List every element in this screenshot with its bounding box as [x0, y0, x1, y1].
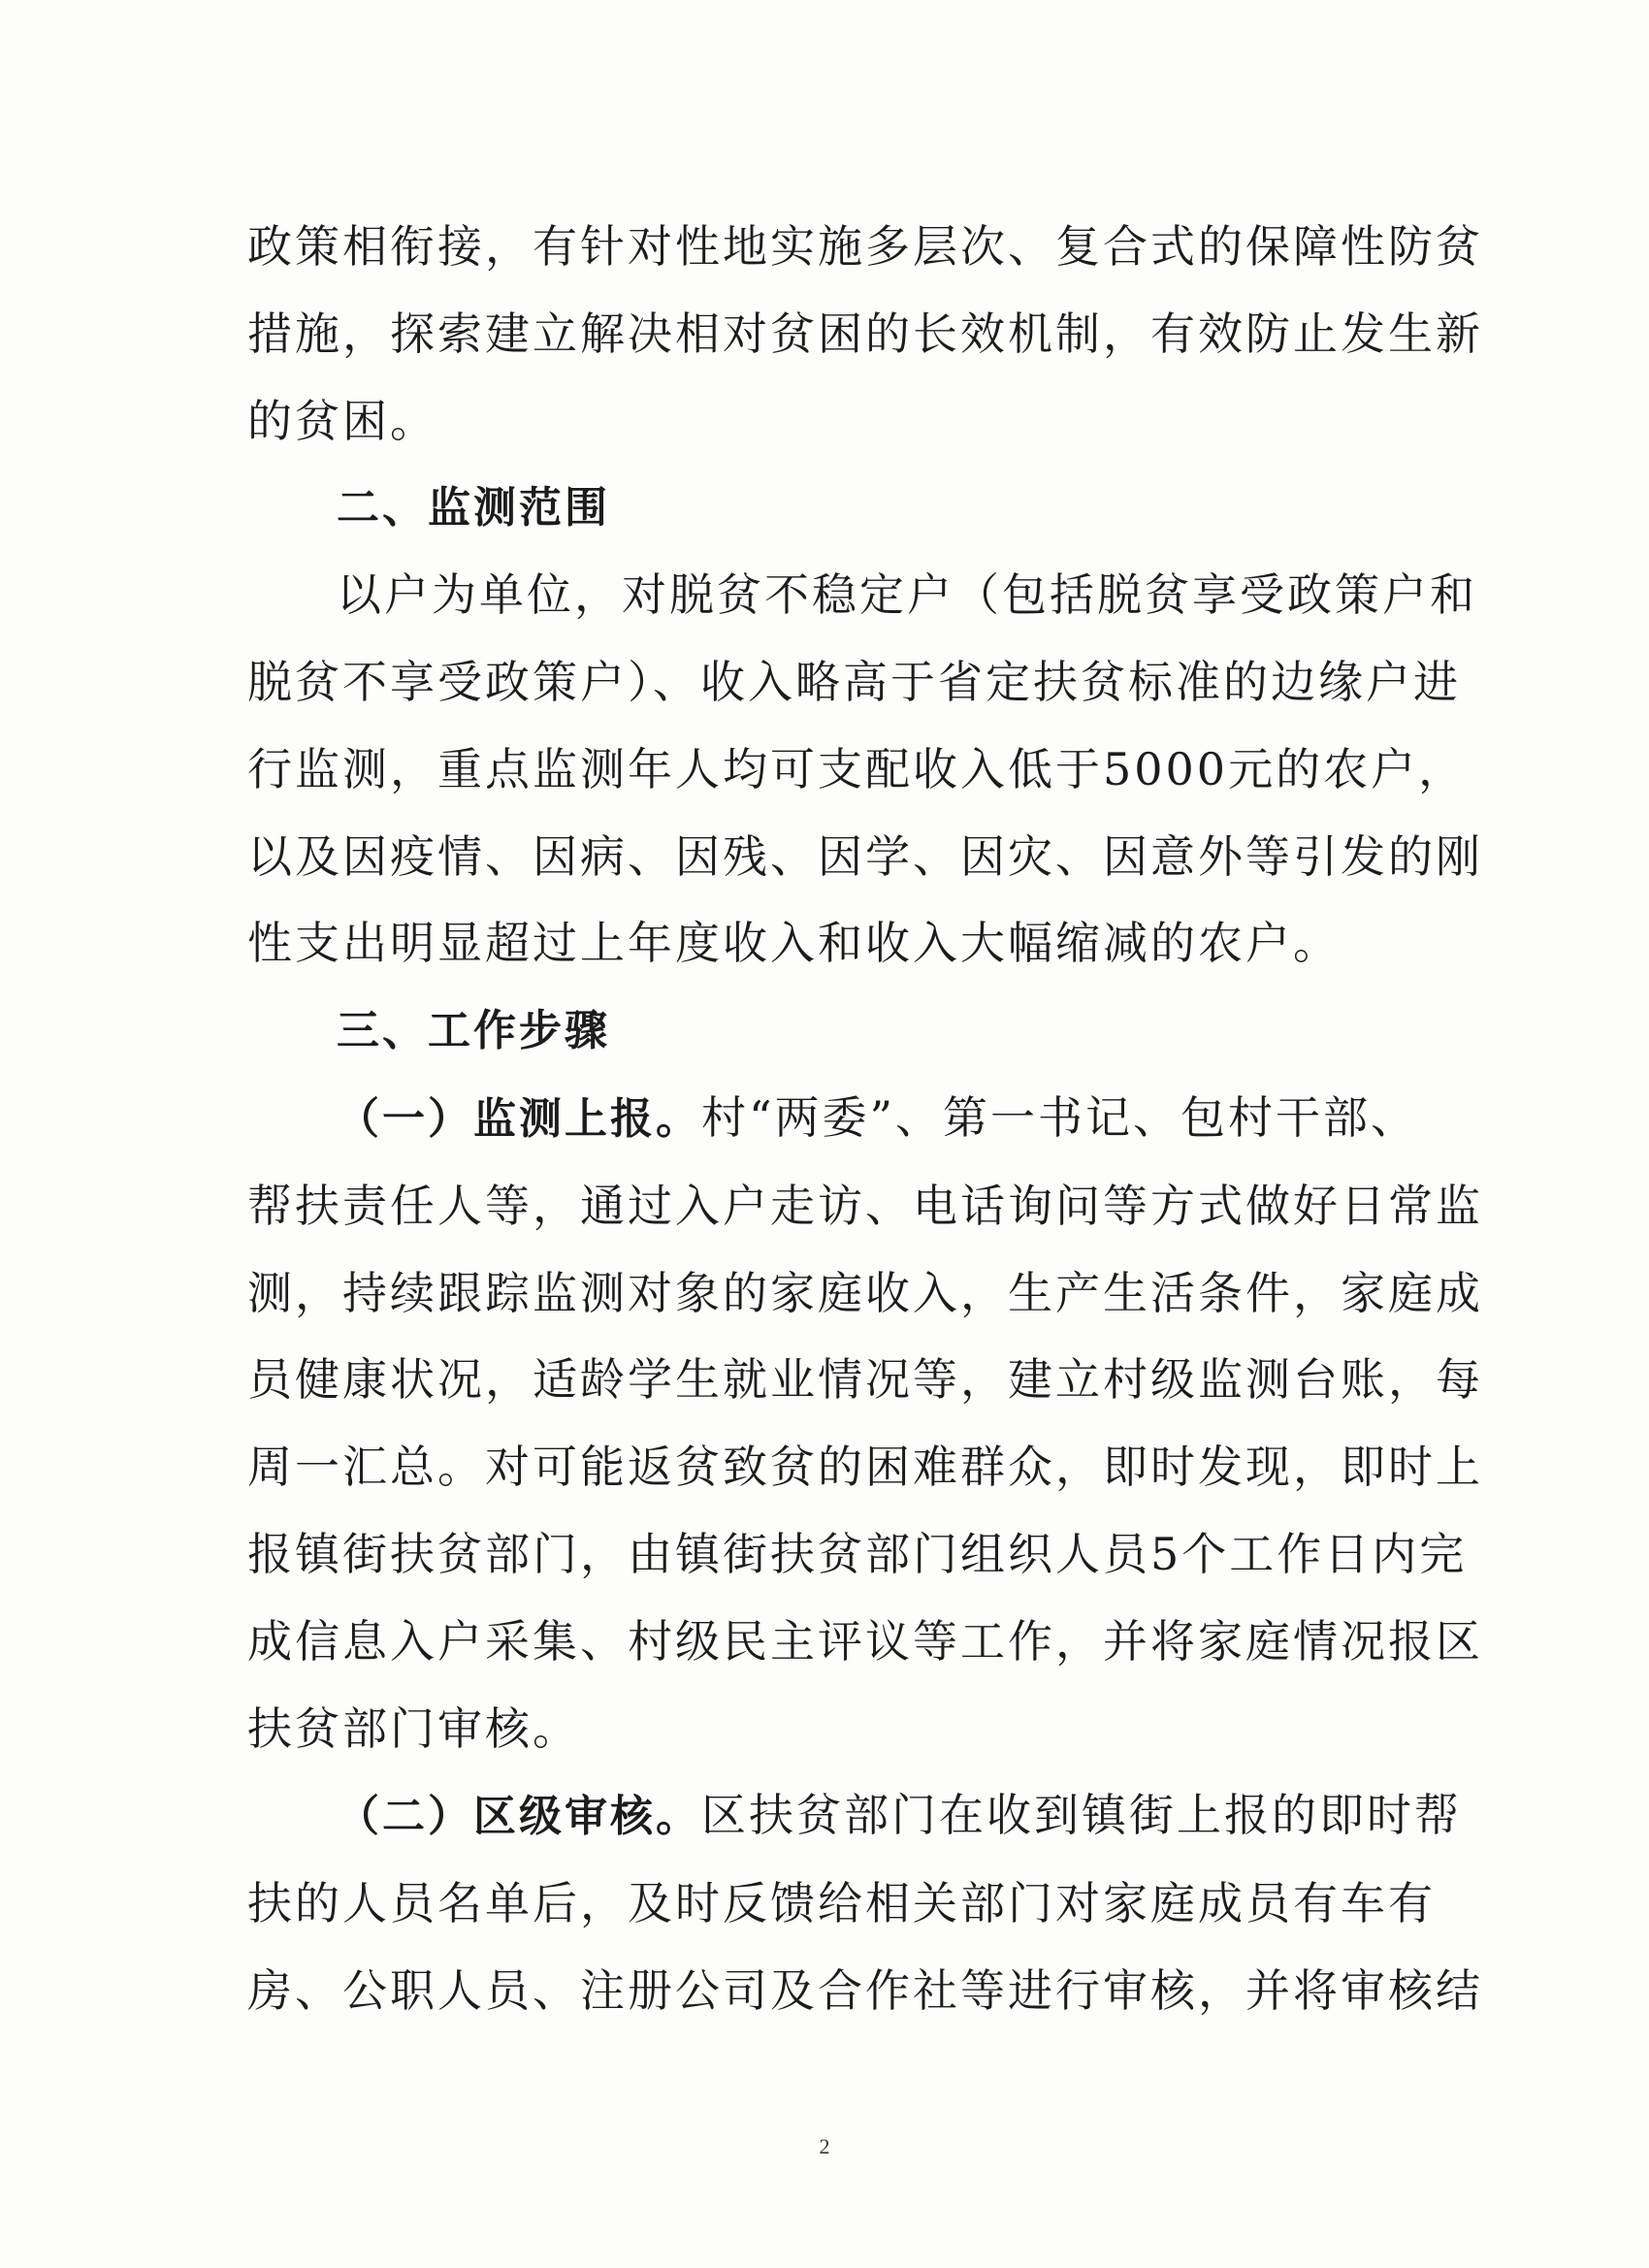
page-number: 2 [819, 2134, 830, 2158]
paragraph-line: 扶的人员名单后，及时反馈给相关部门对家庭成员有车有 [247, 1877, 1436, 1930]
paragraph-line: 措施，探索建立解决相对贫困的长效机制，有效防止发生新 [247, 307, 1483, 360]
paragraph-line: 员健康状况，适龄学生就业情况等，建立村级监测台账，每 [247, 1353, 1483, 1407]
paragraph-text: 区扶贫部门在收到镇街上报的即时帮 [701, 1789, 1462, 1842]
section-heading: 三、工作步骤 [337, 1006, 610, 1056]
paragraph-line: 行监测，重点监测年人均可支配收入低于5000元的农户， [247, 742, 1467, 795]
paragraph-line: 测，持续跟踪监测对象的家庭收入，生产生活条件，家庭成 [247, 1266, 1483, 1319]
subsection-lead: （一）监测上报。 [337, 1093, 701, 1144]
paragraph-line: 帮扶责任人等，通过入户走访、电话询问等方式做好日常监 [247, 1179, 1483, 1232]
paragraph-line [247, 1772, 1462, 1861]
paragraph-line: 政策相衔接，有针对性地实施多层次、复合式的保障性防贫 [247, 220, 1483, 273]
paragraph-line: 成信息入户采集、村级民主评议等工作，并将家庭情况报区 [247, 1614, 1483, 1668]
paragraph-text: 村“两委”、第一书记、包村干部、 [701, 1090, 1419, 1144]
paragraph-line: 扶贫部门审核。 [247, 1701, 580, 1755]
paragraph-line: 的贫困。 [247, 394, 437, 447]
paragraph-line [247, 1075, 1419, 1163]
section-heading: 二、监测范围 [337, 483, 610, 534]
paragraph-line: 以及因疫情、因病、因残、因学、因灾、因意外等引发的刚 [247, 829, 1483, 883]
document-body [247, 204, 1483, 2035]
paragraph-line: 以户为单位，对脱贫不稳定户（包括脱贫享受政策户和 [337, 568, 1477, 622]
paragraph-line: 周一汇总。对可能返贫致贫的困难群众，即时发现，即时上 [247, 1441, 1483, 1494]
paragraph-line: 脱贫不享受政策户）、收入略高于省定扶贫标准的边缘户进 [247, 655, 1461, 708]
paragraph-line: 报镇街扶贫部门，由镇街扶贫部门组织人员5个工作日内完 [247, 1527, 1468, 1580]
paragraph-line: 房、公职人员、注册公司及合作社等进行审核，并将审核结 [247, 1963, 1483, 2017]
paragraph-line: 性支出明显超过上年度收入和收入大幅缩减的农户。 [247, 917, 1341, 970]
subsection-lead: （二）区级审核。 [337, 1792, 701, 1842]
